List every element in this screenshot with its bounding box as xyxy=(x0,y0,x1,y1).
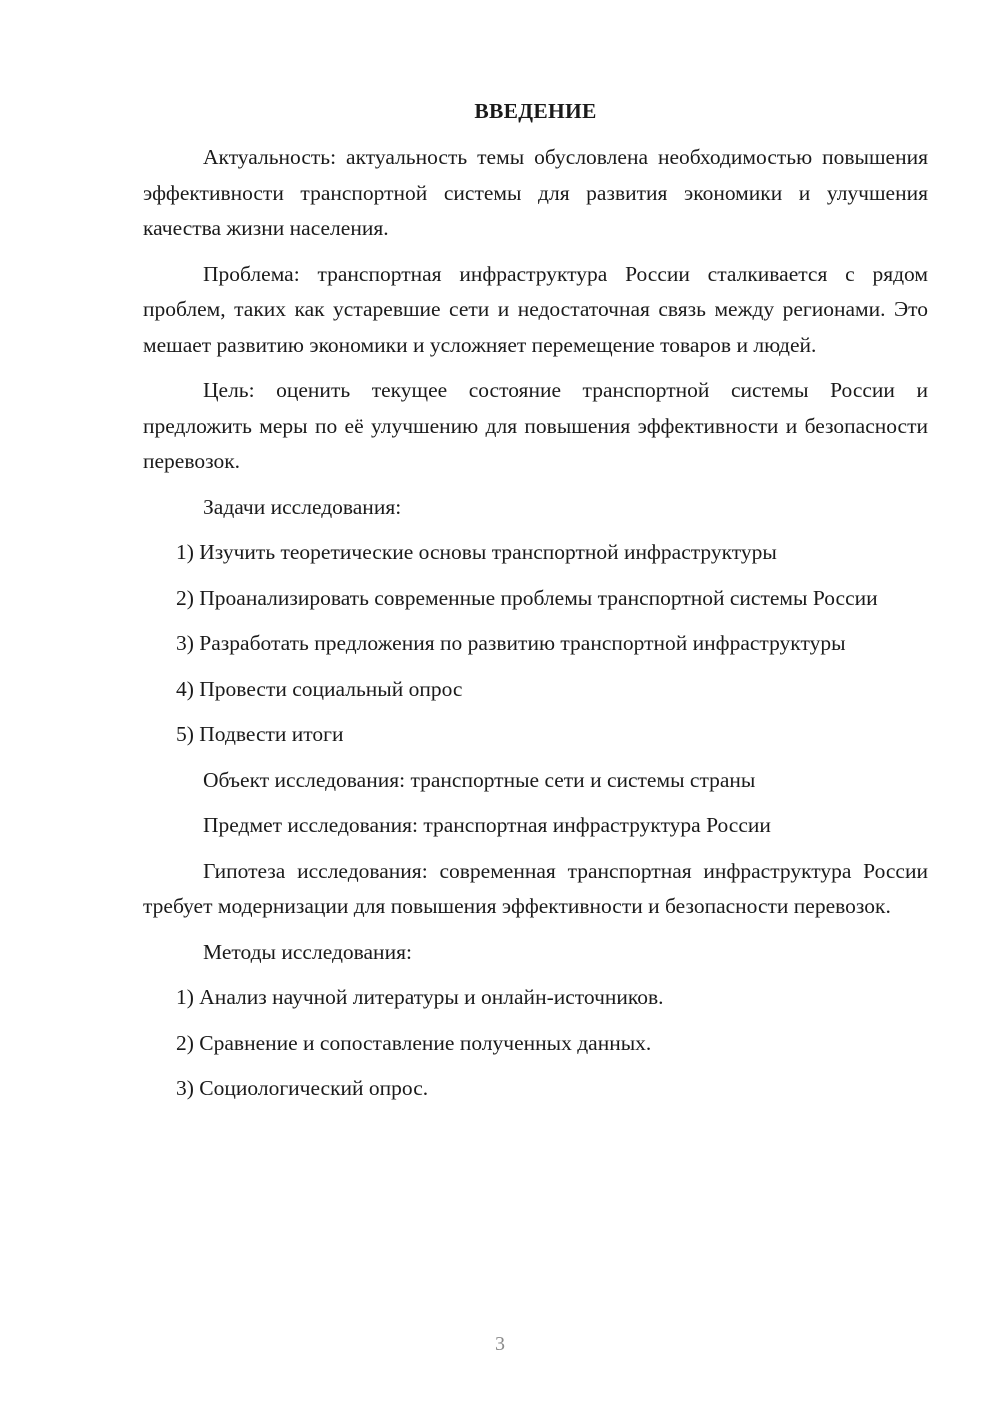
method-item: 1) Анализ научной литературы и онлайн-источников. xyxy=(176,985,664,1009)
goal-paragraph: Цель: оценить текущее состояние транспортной системы России и предложить меры по её улучшению для повышения эффективности и безопасности перевозок. xyxy=(143,378,928,473)
page-title: ВВЕДЕНИЕ xyxy=(474,99,597,123)
page-content xyxy=(143,96,928,1117)
task-item: 3) Разработать предложения по развитию транспортной инфраструктуры xyxy=(176,631,846,655)
problem-paragraph: Проблема: транспортная инфраструктура России сталкивается с рядом проблем, таких как устаревшие сети и недостаточная связь между регионами. Это мешает развитию экономики и усложняет перемещение товаров и людей. xyxy=(143,261,928,357)
methods-heading: Методы исследования: xyxy=(203,939,412,964)
method-item: 3) Социологический опрос. xyxy=(176,1076,429,1100)
task-item: 1) Изучить теоретические основы транспортной инфраструктуры xyxy=(176,540,777,564)
research-subject: Предмет исследования: транспортная инфраструктура России xyxy=(203,813,771,837)
page-number: 3 xyxy=(495,1333,505,1355)
research-object: Объект исследования: транспортные сети и системы страны xyxy=(203,767,756,792)
research-hypothesis: Гипотеза исследования: современная транспортная инфраструктура России требует модернизации для повышения эффективности и безопасности перевозок. xyxy=(143,858,928,918)
task-item: 5) Подвести итоги xyxy=(176,722,344,746)
tasks-heading: Задачи исследования: xyxy=(203,494,402,519)
relevance-paragraph: Актуальность: актуальность темы обусловлена необходимостью повышения эффективности транспортной системы для развития экономики и улучшения качества жизни населения. xyxy=(143,145,928,240)
method-item: 2) Сравнение и сопоставление полученных данных. xyxy=(176,1030,652,1055)
task-item: 4) Провести социальный опрос xyxy=(176,676,463,701)
task-item: 2) Проанализировать современные проблемы транспортной системы России xyxy=(176,585,878,610)
